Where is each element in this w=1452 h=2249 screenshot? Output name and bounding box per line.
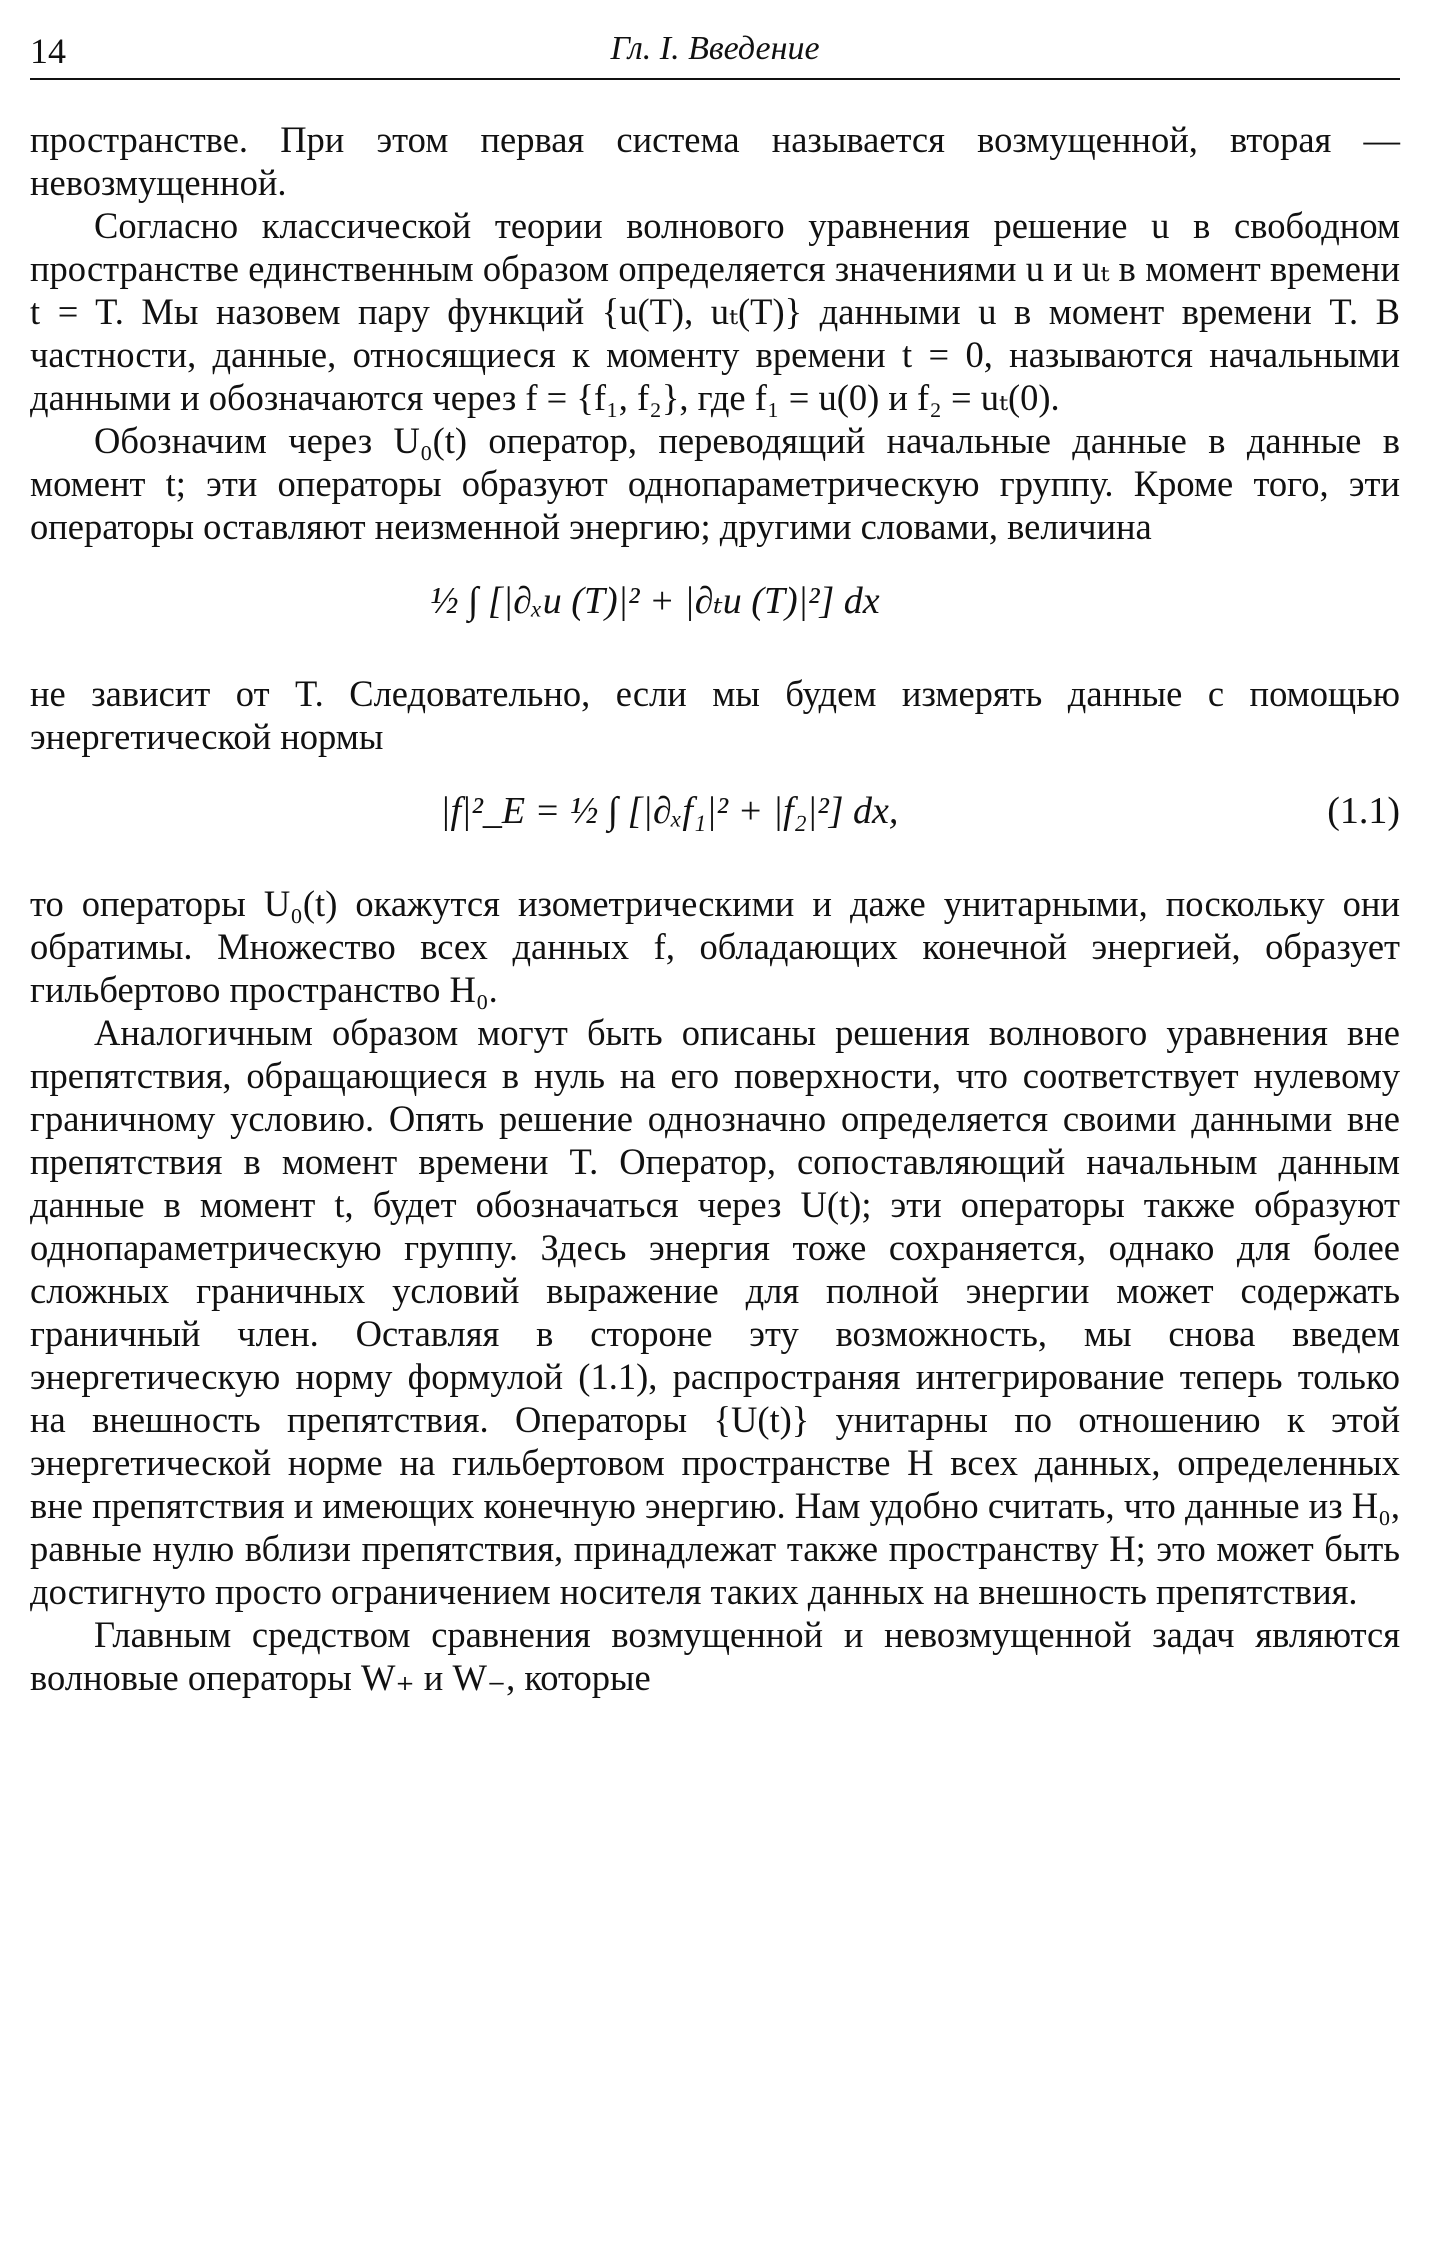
- equation-formula: ½ ∫ [|∂ₓu (T)|² + |∂ₜu (T)|²] dx: [430, 580, 880, 622]
- paragraph-5: то операторы U₀(t) окажутся изометрическими и даже унитарными, поскольку они обратимы. Множество всех данных f, обладающих конечной энергией, образует гильбертово пространство H₀.: [30, 883, 1400, 1010]
- paragraph-3: Обозначим через U₀(t) оператор, переводящий начальные данные в данные в момент t; эти операторы образуют однопараметрическую группу. Кроме того, эти операторы оставляют неизменной энергию; другими словами, величина: [30, 420, 1400, 547]
- equation-number: (1.1): [1327, 790, 1400, 832]
- page-body: [30, 118, 1400, 1699]
- energy-norm-equation: [30, 758, 1400, 882]
- paragraph-2: Согласно классической теории волнового уравнения решение u в свободном пространстве единственным образом определяется значениями u и uₜ в момент времени t = T. Мы назовем пару функций {u(T), uₜ(T)} данными u в момент времени T. В частности, данные, относящиеся к моменту времени t = 0, называются начальными данными и обозначаются через f = {f₁, f₂}, где f₁ = u(0) и f₂ = uₜ(0).: [30, 205, 1400, 418]
- paragraph-6: Аналогичным образом могут быть описаны решения волнового уравнения вне препятствия, обращающиеся в нуль на его поверхности, что соответствует нулевому граничному условию. Опять решение однозначно определяется своими данными вне препятствия в момент времени T. Оператор, сопоставляющий начальным данным данные в момент t, будет обозначаться через U(t); эти операторы также образуют однопараметрическую группу. Здесь энергия тоже сохраняется, однако для более сложных граничных условий выражение для полной энергии может содержать граничный член. Оставляя в стороне эту возможность, мы снова введем энергетическую норму формулой (1.1), распространяя интегрирование теперь только на внешность препятствия. Операторы {U(t)} унитарны по отношению к этой энергетической норме на гильбертовом пространстве H всех данных, определенных вне препятствия и имеющих конечную энергию. Нам удобно считать, что данные из H₀, равные нулю вблизи препятствия, принадлежат также пространству H; это может быть достигнуто просто ограничением носителя таких данных на внешность препятствия.: [30, 1012, 1400, 1612]
- energy-integral-equation: [30, 548, 1400, 672]
- paragraph-7: Главным средством сравнения возмущенной и невозмущенной задач являются волновые операторы W₊ и W₋, которые: [30, 1614, 1400, 1698]
- running-title: Гл. I. Введение: [610, 30, 820, 67]
- equation-formula: |f|²_E = ½ ∫ [|∂ₓf₁|² + |f₂|²] dx,: [440, 790, 899, 832]
- paragraph-1: пространстве. При этом первая система называется возмущенной, вторая — невозмущенной.: [30, 119, 1400, 203]
- page-number: 14: [30, 31, 66, 71]
- page-header: [30, 26, 1400, 80]
- paragraph-4: не зависит от T. Следовательно, если мы будем измерять данные с помощью энергетической нормы: [30, 673, 1400, 757]
